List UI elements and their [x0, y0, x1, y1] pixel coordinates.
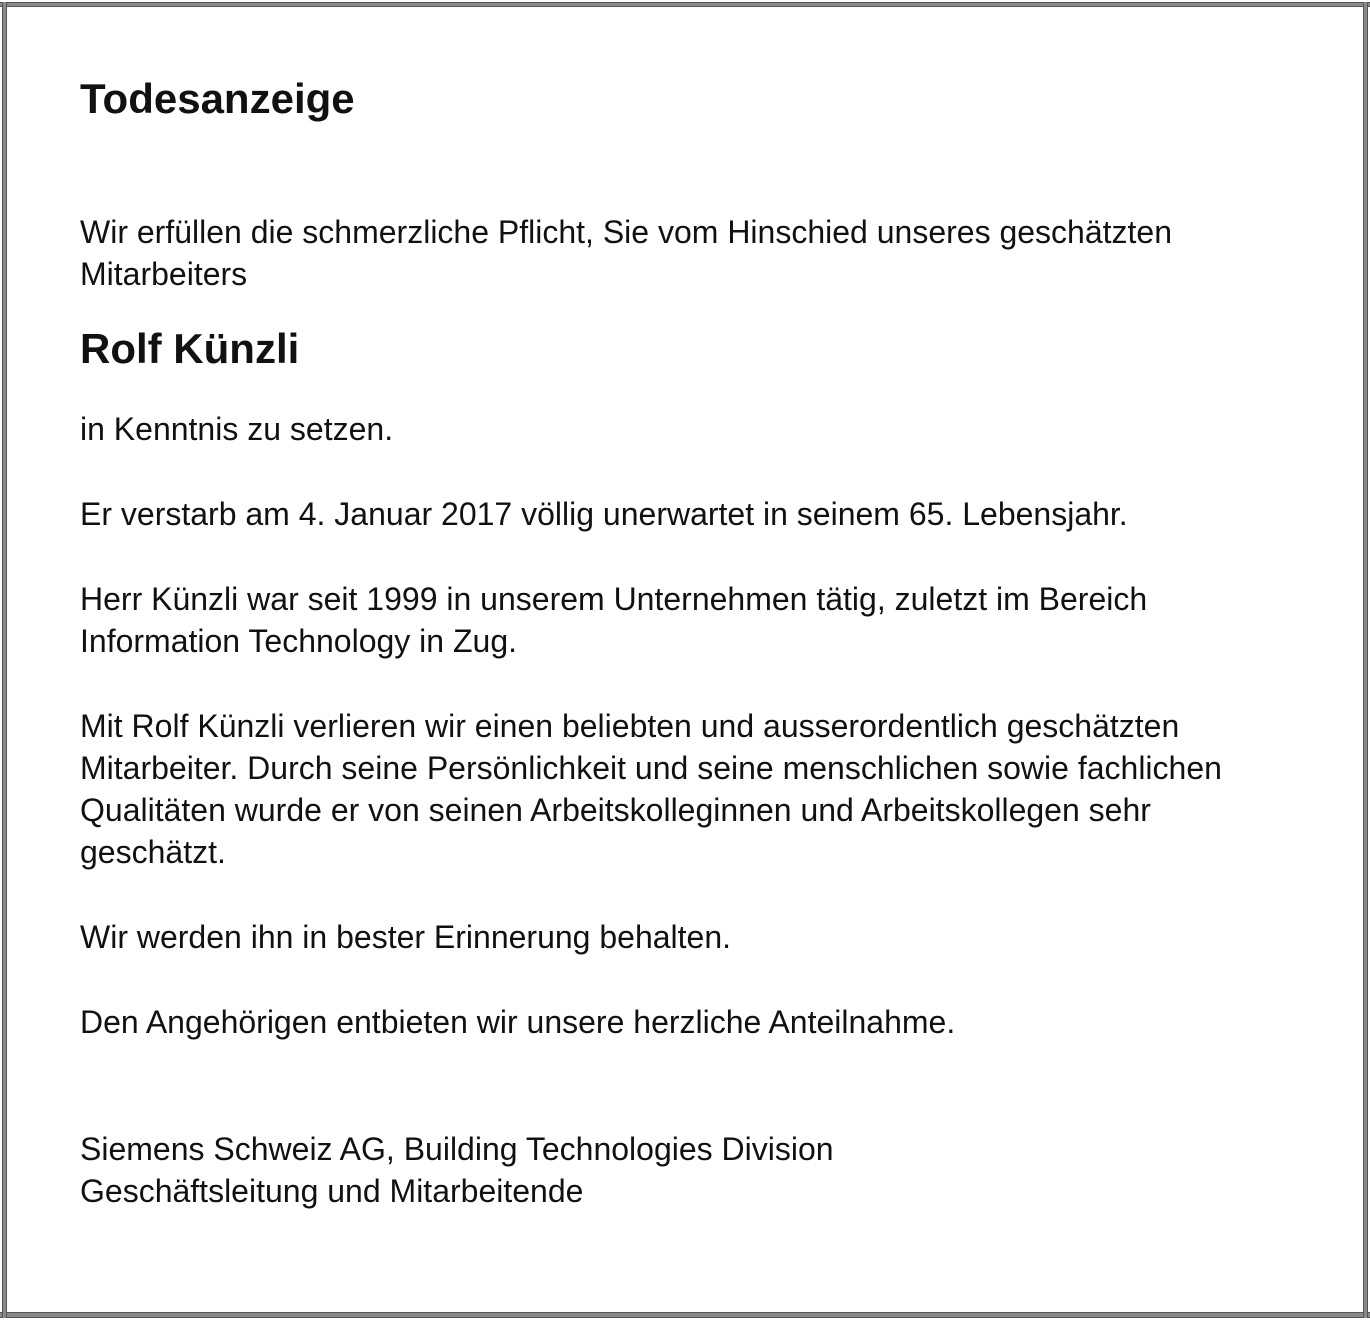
- signature-block: [80, 1128, 1320, 1212]
- deceased-name: Rolf Künzli: [80, 325, 300, 372]
- intro-text: Wir erfüllen die schmerzliche Pflicht, Sie vom Hinschied unseres geschätzten Mitarbeiters: [80, 214, 1173, 292]
- career-text: Herr Künzli war seit 1999 in unserem Unternehmen tätig, zuletzt im Bereich Information Technology in Zug.: [80, 581, 1148, 659]
- border-left: [2, 2, 7, 1318]
- border-bottom: [0, 1312, 1370, 1318]
- announce-text: in Kenntnis zu setzen.: [80, 411, 394, 447]
- signature-group: Geschäftsleitung und Mitarbeitende: [80, 1173, 584, 1209]
- tribute-text: Mit Rolf Künzli verlieren wir einen beliebten und ausserordentlich geschätzten Mitarbeiter. Durch seine Persönlichkeit und seine menschlichen sowie fachlichen Qualitäten wurde er von seinen Arbeitskolleginnen und Arbeitskollegen sehr geschätzt.: [80, 708, 1222, 870]
- memory-text: Wir werden ihn in bester Erinnerung behalten.: [80, 919, 732, 955]
- condolence-text: Den Angehörigen entbieten wir unsere herzliche Anteilnahme.: [80, 1004, 956, 1040]
- death-text: Er verstarb am 4. Januar 2017 völlig unerwartet in seinem 65. Lebensjahr.: [80, 496, 1128, 532]
- border-right: [1363, 2, 1368, 1318]
- notice-content: [80, 72, 1320, 1212]
- signature-company: Siemens Schweiz AG, Building Technologies Division: [80, 1131, 834, 1167]
- notice-title: Todesanzeige: [80, 75, 355, 122]
- border-top: [0, 2, 1370, 7]
